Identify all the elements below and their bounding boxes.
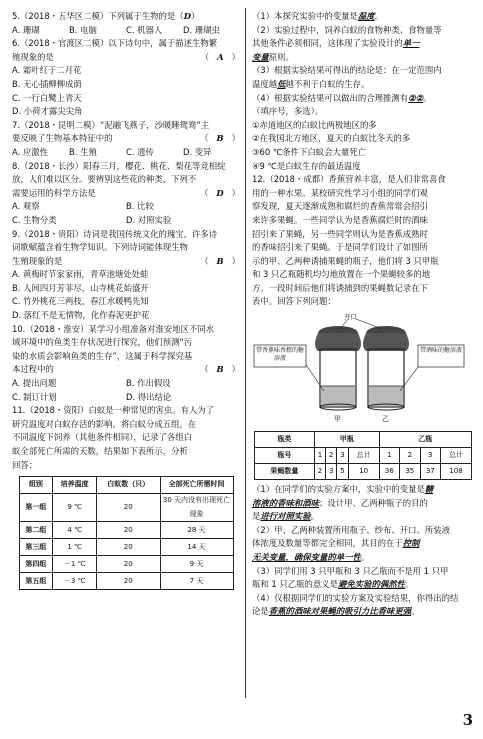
left-solution-label: 带香蕉味香精的糖溶液 <box>256 347 305 363</box>
termite-table-header: 组别 <box>19 477 53 494</box>
q6-stem-line1: 6.（2018・官渡区二模）以下诗句中，属于描述生物繁 <box>12 38 218 49</box>
q6-option-d: D. 小荷才露尖尖角 <box>12 106 83 117</box>
q10-stem-line3: 染的水质会影响鱼类的生存”，这属于科学探究基 <box>12 350 193 361</box>
q7-option-a: A. 应激性 <box>12 146 49 157</box>
q12-sub2-text: 体浓度及数量等都完全相同，其目的在于 <box>252 538 403 549</box>
q12-line8: 和 3 只乙瓶随机均匀地放置在一个果蝇较多的地 <box>252 269 431 280</box>
table-cell: 2 <box>314 464 325 480</box>
question-6 <box>12 37 240 119</box>
q10-option-c: C. 制订计划 <box>12 391 57 402</box>
q11-sub3-end: 越不利于白蚁的生存。 <box>285 78 370 89</box>
termite-table-header: 培养温度 <box>53 477 97 494</box>
table-cell: 20 <box>97 522 160 539</box>
q11-sub1-text: （1）本探究实验中的变量是 <box>252 11 358 21</box>
q8-stem-line3: 需要运用的科学方法是 <box>12 187 96 198</box>
termite-table-header: 白蚁数（只） <box>97 477 160 494</box>
q12-sub2-line1: （2）甲、乙两种装置所用瓶子、纱布、开口、所装液 <box>252 524 450 535</box>
table-cell: 2 <box>400 448 420 464</box>
q12-sub1-answer-cont: 溶液的香味和酒味 <box>252 497 319 508</box>
table-cell: 35 <box>400 464 420 480</box>
q11-sub1-answer: 温度 <box>357 11 375 21</box>
table-cell: 1 <box>314 448 325 464</box>
q7-option-b: B. 生殖 <box>69 146 97 157</box>
table-cell: 28 天 <box>160 522 233 539</box>
table-row <box>19 522 233 539</box>
q11-sub3-line2 <box>252 78 474 92</box>
column-divider <box>245 8 246 698</box>
q11-sub4-answer: ②② <box>408 92 424 103</box>
q10-answer: B <box>216 364 224 375</box>
table-cell: 37 <box>420 464 440 480</box>
table-cell: 1 ℃ <box>53 539 97 556</box>
q6-stem-line2: 殖现象的是 <box>12 51 54 62</box>
table-row <box>19 573 233 590</box>
table-cell: 总计 <box>348 448 379 464</box>
q12-sub1-answer: 糖 <box>424 484 434 495</box>
q7-stem-line2: 要反映了生物基本特征中的 <box>12 133 113 144</box>
table-cell: 30 天内没有出现死亡现象 <box>160 494 233 522</box>
q9-answer-paren: （ B ） <box>200 255 240 266</box>
q9-stem-line3: 生殖现象的是 <box>12 255 63 266</box>
q8-answer-paren: （ D ） <box>199 187 240 198</box>
q5-close: ） <box>190 11 200 21</box>
q12-sub3-text: 瓶和 1 只乙瓶的意义是 <box>252 579 339 590</box>
q12-sub1-text: （1）在同学们的实验方案中，实验中的变量是 <box>252 484 425 495</box>
table-cell: 瓶类 <box>255 432 315 448</box>
q8-option-b: B. 比较 <box>126 201 154 212</box>
q12-sub2-answer-cont: 无关变量，确保变量的单一性 <box>252 552 361 563</box>
q12-sub3-end: 。 <box>405 579 414 590</box>
table-row <box>255 464 472 480</box>
page-number: 3 <box>462 711 473 729</box>
q12-line1: 12.（2018・成都）香蕉营养丰富，是人们非常喜食 <box>252 174 446 185</box>
q11-sub2-end: 原则。 <box>268 51 294 62</box>
question-9 <box>12 228 240 323</box>
table-cell: 20 <box>97 539 160 556</box>
q10-option-a: A. 提出问题 <box>12 378 57 389</box>
table-row <box>19 556 233 573</box>
table-cell: 3 <box>420 448 440 464</box>
q11-sub2-line2 <box>252 37 474 51</box>
q5-option-a: A. 珊瑚 <box>12 24 40 35</box>
q8-stem-line2: 放，人们难以区分。要辨别这些花的种类，下列不 <box>12 174 197 185</box>
q7-option-d: D. 变异 <box>183 146 212 157</box>
q10-option-b: B. 作出假设 <box>126 378 171 389</box>
table-cell: 第一组 <box>19 494 53 522</box>
q10-answer-paren: （ B ） <box>200 364 240 375</box>
q11-item-1: ①赤道地区的白蚁比两极地区的多 <box>252 119 377 130</box>
q8-stem-line1: 8.（2018・长沙）阳春三月，樱花、桃花、梨花等竞相绽 <box>12 160 226 171</box>
opening-label: 开口 <box>344 313 357 322</box>
q12-sub2-line2 <box>252 537 474 551</box>
table-cell: 4 ℃ <box>53 522 97 539</box>
table-cell: 2 <box>326 448 337 464</box>
q9-stem-line1: 9.（2018・贵阳）诗词是我国传统文化的瑰宝，许多诗 <box>12 228 218 239</box>
q11-sub3-answer: 低 <box>277 78 286 89</box>
jar-yi <box>363 326 409 410</box>
q12-line9: 方。一段时间后他们将诱捕到的果蝇数记录在下 <box>252 282 428 293</box>
question-8 <box>12 160 240 228</box>
q11-sub2-line3 <box>252 51 474 65</box>
q12-sub3-line2 <box>252 578 474 592</box>
q8-option-a: A. 观察 <box>12 201 40 212</box>
right-solution-label: 带酒味的糖溶液 <box>420 347 463 355</box>
table-cell: 20 <box>97 494 160 522</box>
q11-sub2-answer-cont: 变量 <box>252 51 269 62</box>
q7-stem-line1: 7.（2018・昆明二模）“泥融飞燕子，沙暖睡鸳鸯”主 <box>12 119 210 130</box>
table-cell: 10 <box>348 464 379 480</box>
q12-sub4-line1: （4）仅根据同学们的实验方案及实验结果，你得出的结 <box>252 592 459 603</box>
q8-option-d: D. 对照实验 <box>126 214 172 225</box>
q7-option-c: C. 遗传 <box>126 146 154 157</box>
table-cell: 第三组 <box>19 539 53 556</box>
q12-line3: 察发现，夏天逐渐成熟和腐烂的香蕉常常会招引 <box>252 201 428 212</box>
table-row <box>19 494 233 522</box>
table-cell: 乙瓶 <box>379 432 471 448</box>
q10-stem-line2: 域环境中的鱼类生存状况进行探究，他们预测“污 <box>12 337 193 348</box>
table-cell: 1 <box>379 448 399 464</box>
table-cell: 果蝇数量 <box>255 464 315 480</box>
q12-sub4-text: 论是 <box>252 606 269 617</box>
table-cell: 5 <box>337 464 348 480</box>
table-row <box>19 539 233 556</box>
q6-option-c: C. 一行白鹭上青天 <box>12 92 82 103</box>
table-cell: －3 ℃ <box>53 573 97 590</box>
q11-sub2-text: 其他条件必须相同，这体现了实验设计的 <box>252 38 403 49</box>
q12-line7: 示的甲、乙两种诱捕果蝇的瓶子，他们将 3 只甲瓶 <box>252 255 439 266</box>
q9-stem-line2: 词歌赋蕴含着生物学知识。下列诗词能体现生物 <box>12 242 188 253</box>
q5-option-b: B. 电脑 <box>69 24 97 35</box>
q12-line2: 用的一种水果。某校研究性学习小组的同学们观 <box>252 187 428 198</box>
table-cell: 7 天 <box>160 573 233 590</box>
q11-sub3-text: 温度越 <box>252 78 278 89</box>
q12-line10: 表中。回答下列问题： <box>252 296 336 307</box>
q11-sub4-line1 <box>252 92 474 106</box>
table-cell: 36 <box>379 464 399 480</box>
q11-line5: 回答： <box>12 459 38 470</box>
q9-option-d: D. 落红不是无情物，化作春泥更护花 <box>12 310 150 321</box>
q11-sub1 <box>252 10 474 24</box>
table-cell: 甲瓶 <box>314 432 379 448</box>
table-cell: 第五组 <box>19 573 53 590</box>
q5-option-c: C. 机器人 <box>126 24 163 35</box>
q11-sub4-end: 。 <box>423 92 432 103</box>
q12-sub3-answer: 避免实验的偶然性 <box>338 579 406 590</box>
q11-line4: 蚁全部死亡所需的天数，结果如下表所示，分析 <box>12 446 188 456</box>
q12-sub2-end: 。 <box>360 552 370 563</box>
question-5 <box>12 10 240 37</box>
question-11 <box>12 404 240 590</box>
q8-option-c: C. 生物分类 <box>12 214 57 225</box>
q11-sub1-end: 。 <box>374 11 383 21</box>
table-cell: 20 <box>97 556 160 573</box>
q6-option-b: B. 无心插柳柳成荫 <box>12 78 82 89</box>
fruit-fly-table <box>254 431 472 480</box>
q12-sub1-end: 。 <box>310 511 319 522</box>
q5-stem: 5.（2018・五华区二模）下列属于生物的是（ <box>12 11 184 21</box>
table-cell: 14 天 <box>160 539 233 556</box>
q12-sub2-answer: 控制 <box>402 538 420 549</box>
q7-answer: B <box>216 133 224 144</box>
q11-item-2: ②在我国北方地区，夏天的白蚁比冬天的多 <box>252 133 411 144</box>
q6-option-a: A. 霜叶红于二月花 <box>12 65 82 76</box>
q10-option-d: D. 得出结论 <box>126 391 172 402</box>
question-7 <box>12 119 240 160</box>
trap-diagram <box>252 311 472 429</box>
question-10 <box>12 323 240 405</box>
table-cell: 9 天 <box>160 556 233 573</box>
q11-sub2-answer: 单一 <box>402 38 420 49</box>
q6-answer-paren: （ A ） <box>200 51 240 62</box>
q12-sub1-answer2: 进行对照实验 <box>260 511 311 522</box>
q11-item-4: ④9 ℃是白蚁生存的最适温度 <box>252 160 361 171</box>
q9-answer: B <box>216 255 224 266</box>
q9-option-a: A. 黄梅时节家家雨，青草池塘处处蛙 <box>12 269 149 280</box>
table-cell: 20 <box>97 573 160 590</box>
table-row <box>255 432 472 448</box>
q6-answer: A <box>217 51 224 62</box>
table-cell: －1 ℃ <box>53 556 97 573</box>
q12-sub4-answer: 香蕉的酒味对果蝇的吸引力比香味更强 <box>268 606 412 617</box>
q11-sub4-text: （4）根据实验结果可以做出的合理推测有 <box>252 92 409 103</box>
q12-line4: 来许多果蝇。一些同学认为是香蕉腐烂时的酒味 <box>252 214 428 225</box>
q11-sub2-line1: （2）实验过程中，饲养白蚁的食物种类、食物量等 <box>252 24 442 35</box>
q7-answer-paren: （ B ） <box>200 133 240 144</box>
termite-table-header: 全部死亡所需时间 <box>160 477 233 494</box>
q11-line2: 研究温度对白蚁存活的影响，将白蚁分成五组，在 <box>12 418 197 429</box>
table-cell: 3 <box>337 448 348 464</box>
q12-sub4-line2 <box>252 605 474 619</box>
q11-item-3: ③60 ℃条件下白蚁会大量死亡 <box>252 146 366 157</box>
q12-sub1-line2 <box>252 497 474 511</box>
q8-answer: D <box>216 187 224 198</box>
table-cell: 3 <box>326 464 337 480</box>
q12-sub1-text3: 是 <box>252 511 261 522</box>
q12-sub2-line3 <box>252 551 474 565</box>
q11-line3: 不同温度下饲养（其他条件相同），记录了各组白 <box>12 432 193 443</box>
table-row <box>255 448 472 464</box>
question-12 <box>252 173 474 619</box>
table-cell: 第二组 <box>19 522 53 539</box>
q11-sub3-line1: （3）根据实验结果可得出的结论是：在一定范围内 <box>252 65 442 76</box>
table-cell: 9 ℃ <box>53 494 97 522</box>
q12-line5: 招引来了果蝇，另一些同学则认为是香蕉成熟时 <box>252 228 428 239</box>
left-column <box>12 10 240 590</box>
jar-yi-label: 乙 <box>382 415 389 424</box>
table-cell: 瓶号 <box>255 448 315 464</box>
q12-line6: 的香味招引来了果蝇。于是同学们设计了如图所 <box>252 242 428 253</box>
q12-sub1-text2: ；设计甲、乙两种瓶子的目的 <box>319 497 428 508</box>
jar-jia-label: 甲 <box>334 415 341 424</box>
q10-stem-line1: 10.（2018・淮安）某学习小组准备对淮安地区不同水 <box>12 323 215 334</box>
q11-line1: 11.（2018・资阳）白蚁是一种常见的害虫。有人为了 <box>12 405 215 416</box>
table-cell: 总计 <box>441 448 472 464</box>
q12-sub1 <box>252 483 474 497</box>
q12-sub3-line1: （3）同学们用 3 只甲瓶和 3 只乙瓶而不是用 1 只甲 <box>252 565 449 576</box>
q11-sub4-note: （填序号，多选）。 <box>252 106 324 117</box>
q5-option-d: D. 珊瑚虫 <box>183 24 220 35</box>
q5-answer: D <box>183 11 191 21</box>
table-cell: 108 <box>441 464 472 480</box>
q10-stem-line4: 本过程中的 <box>12 364 54 375</box>
table-cell: 第四组 <box>19 556 53 573</box>
fruit-fly-trap-figure <box>252 311 472 429</box>
q9-option-c: C. 竹外桃花三两枝，春江水暖鸭先知 <box>12 296 149 307</box>
q12-sub4-end: 。 <box>411 606 420 617</box>
jar-jia <box>315 326 361 410</box>
q12-sub1-line3 <box>252 510 474 524</box>
q9-option-b: B. 人间四月芳菲尽，山寺桃花始盛开 <box>12 282 149 293</box>
termite-table <box>19 476 234 590</box>
right-column <box>252 10 474 619</box>
